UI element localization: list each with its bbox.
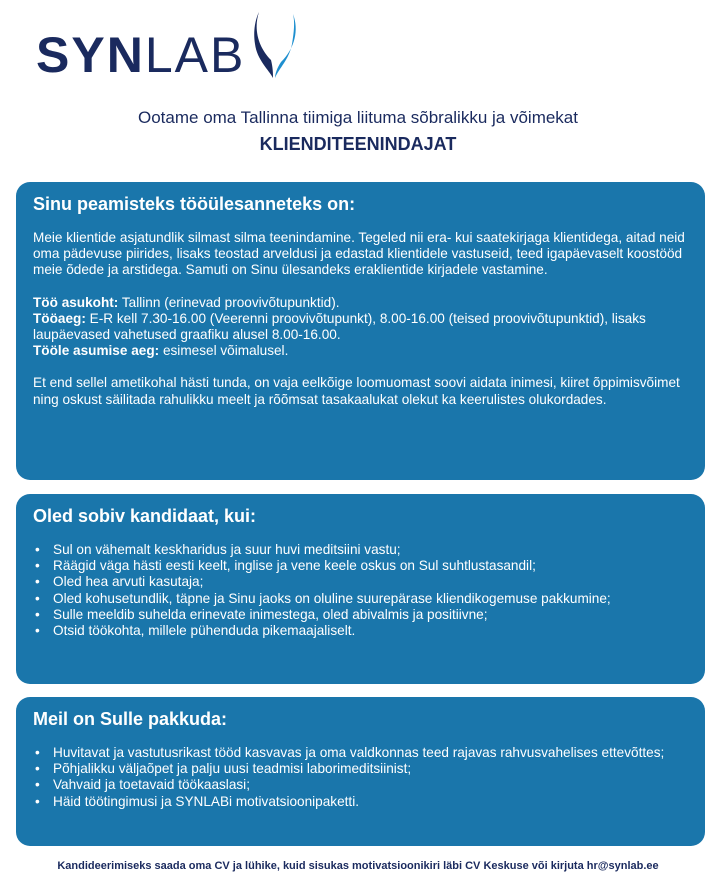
candidate-panel [16,494,705,684]
duties-text: Meie klientide asjatundlik silmast silma teenindamine. Tegeled nii era- kui saatekirjaga klientidega, aitad neid oma pädevuse piirides, lisaks teostad arveldusi ja edastad klientidele vastuseid, teed igapäevaselt koostööd meie õdede ja arstidega. Samuti on Sinu ülesandeks eraklientide kirjadele vastamine. [33,230,685,278]
list-item: • Huvitavat ja vastutusrikast tööd kasvavas ja oma valdkonnas teed rajavas rahvusvahelises ettevõttes; [53,745,687,761]
list-item: • Räägid väga hästi eesti keelt, inglise ja vene keele oskus on Sul suhtlustasandil; [53,558,687,574]
offer-heading: Meil on Sulle pakkuda: [33,709,228,729]
logo-text-thin: LAB [144,27,246,83]
list-item: • Otsid töökohta, millele pühenduda pikemaajaliselt. [53,623,687,639]
duties-heading: Sinu peamisteks tööülesanneteks on: [33,194,356,214]
logo-text-bold: SYN [36,27,145,83]
hours-label: Tööaeg: [33,310,86,326]
synlab-flame-icon [249,10,301,80]
location-value: Tallinn (erinevad proovivõtupunktid). [118,294,340,310]
footer-contact: Kandideerimiseks saada oma CV ja lühike, kuid sisukas motivatsioonikiri läbi CV Keskuse või kirjuta hr@synlab.ee [57,860,659,872]
list-item: • Oled hea arvuti kasutaja; [53,574,687,590]
hours-line [33,311,687,343]
offer-panel [16,697,705,846]
start-label: Tööle asumise aeg: [33,343,160,359]
list-item: • Vahvaid ja toetavaid töökaaslasi; [53,777,687,793]
list-item: • Häid töötingimusi ja SYNLABi motivatsioonipaketti. [53,794,687,810]
duties-panel [16,182,705,480]
synlab-logo [36,4,301,83]
closing-text: Et end sellel ametikohal hästi tunda, on vaja eelkõige loomuomast soovi aidata inimesi, kiiret õppimisvõimet ning oskust säilitada rahulikku meelt ja rõõmsat tasakaalukat olekut ka keerulistes olukordades. [33,375,680,407]
location-label: Töö asukoht: [33,294,119,310]
hours-value: E-R kell 7.30-16.00 (Veerenni proovivõtupunkt), 8.00-16.00 (teised proovivõtupunktid), lisaks laupäevased vahetused graafiku alusel 8.00-16.00. [33,310,646,343]
location-line [33,295,687,311]
offer-list [33,745,687,810]
list-item: • Oled kohusetundlik, täpne ja Sinu jaoks on oluline suurepärase kliendikogemuse pakkumine; [53,591,687,607]
candidate-list [33,542,687,639]
list-item: • Sul on vähemalt keskharidus ja suur huvi meditsiini vastu; [53,542,687,558]
start-value: esimesel võimalusel. [159,343,289,359]
job-title: KLIENDITEENINDAJAT [259,134,457,154]
candidate-heading: Oled sobiv kandidaat, kui: [33,506,257,526]
list-item: • Põhjalikku väljaõpet ja palju uusi teadmisi laborimeditsiinist; [53,761,687,777]
start-line [33,343,687,359]
logo-wordmark [36,27,246,83]
intro-line: Ootame oma Tallinna tiimiga liituma sõbralikku ja võimekat [138,108,578,127]
list-item: • Sulle meeldib suhelda erinevate inimestega, oled abivalmis ja positiivne; [53,607,687,623]
